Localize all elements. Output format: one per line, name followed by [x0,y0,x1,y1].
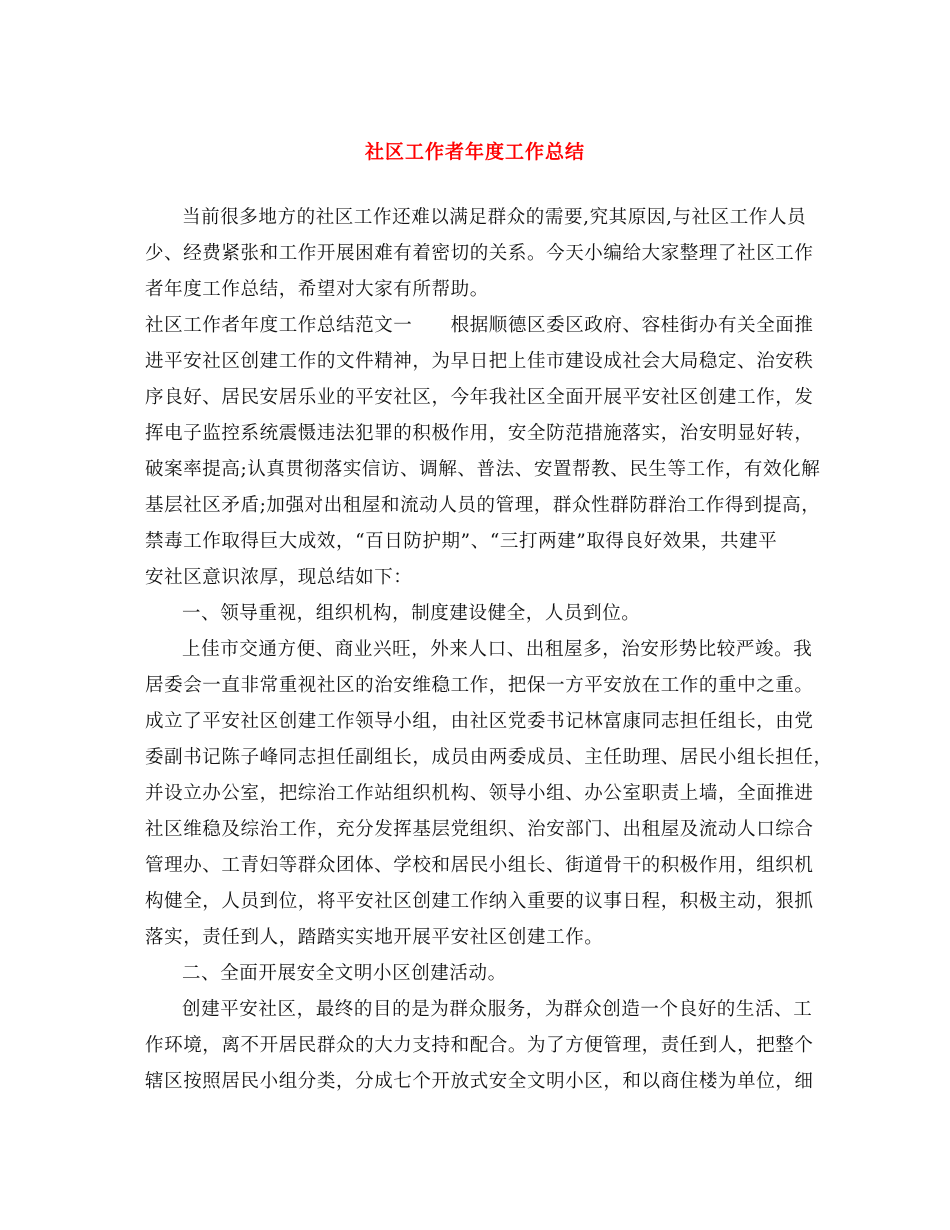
document-body [145,200,833,1100]
body-line: 少、经费紧张和工作开展困难有着密切的关系。今天小编给大家整理了社区工作 [145,243,814,264]
body-line: 基层社区矛盾;加强对出租屋和流动人员的管理，群众性群防群治工作得到提高， [145,495,821,516]
body-line: 二、全面开展安全文明小区创建活动。 [182,963,507,984]
body-line: 管理办、工青妇等群众团体、学校和居民小组长、街道骨干的积极作用，组织机 [145,855,814,876]
body-line: 落实，责任到人，踏踏实实地开展平安社区创建工作。 [145,927,604,948]
body-line: 社区工作者年度工作总结范文一 根据顺德区委区政府、容桂街办有关全面推 [145,315,814,336]
body-line: 委副书记陈子峰同志担任副组长，成员由两委成员、主任助理、居民小组长担任， [145,747,833,768]
body-line: 作环境，离不开居民群众的大力支持和配合。为了方便管理，责任到人，把整个 [145,1035,814,1056]
body-line: 成立了平安社区创建工作领导小组，由社区党委书记林富康同志担任组长，由党 [145,711,814,732]
body-line: 上佳市交通方便、商业兴旺，外来人口、出租屋多，治安形势比较严竣。我 [182,639,813,660]
body-line: 者年度工作总结，希望对大家有所帮助。 [145,279,489,300]
document-title: 社区工作者年度工作总结 [364,141,585,163]
body-line: 居委会一直非常重视社区的治安维稳工作，把保一方平安放在工作的重中之重。 [145,675,814,696]
body-line: 创建平安社区，最终的目的是为群众服务，为群众创造一个良好的生活、工 [182,999,813,1020]
body-line: 挥电子监控系统震慑违法犯罪的积极作用，安全防范措施落实，治安明显好转， [145,423,814,444]
body-line: 构健全，人员到位，将平安社区创建工作纳入重要的议事日程，积极主动，狠抓 [145,891,814,912]
body-line: 安社区意识浓厚，现总结如下： [145,567,413,588]
body-line: 进平安社区创建工作的文件精神，为早日把上佳市建设成社会大局稳定、治安秩 [145,351,814,372]
body-line: 并设立办公室，把综治工作站组织机构、领导小组、办公室职责上墙，全面推进 [145,783,814,804]
body-line: 禁毒工作取得巨大成效，“百日防护期”、“三打两建”取得良好效果，共建平 [145,531,778,552]
body-line: 一、领导重视，组织机构，制度建设健全，人员到位。 [182,603,641,624]
body-line: 辖区按照居民小组分类，分成七个开放式安全文明小区，和以商住楼为单位，细 [145,1071,814,1092]
body-line: 社区维稳及综治工作，充分发挥基层党组织、治安部门、出租屋及流动人口综合 [145,819,814,840]
body-line: 破案率提高;认真贯彻落实信访、调解、普法、安置帮教、民生等工作，有效化解 [145,459,821,480]
body-line: 序良好、居民安居乐业的平安社区，今年我社区全面开展平安社区创建工作，发 [145,387,814,408]
body-line: 当前很多地方的社区工作还难以满足群众的需要,究其原因,与社区工作人员 [182,207,807,228]
